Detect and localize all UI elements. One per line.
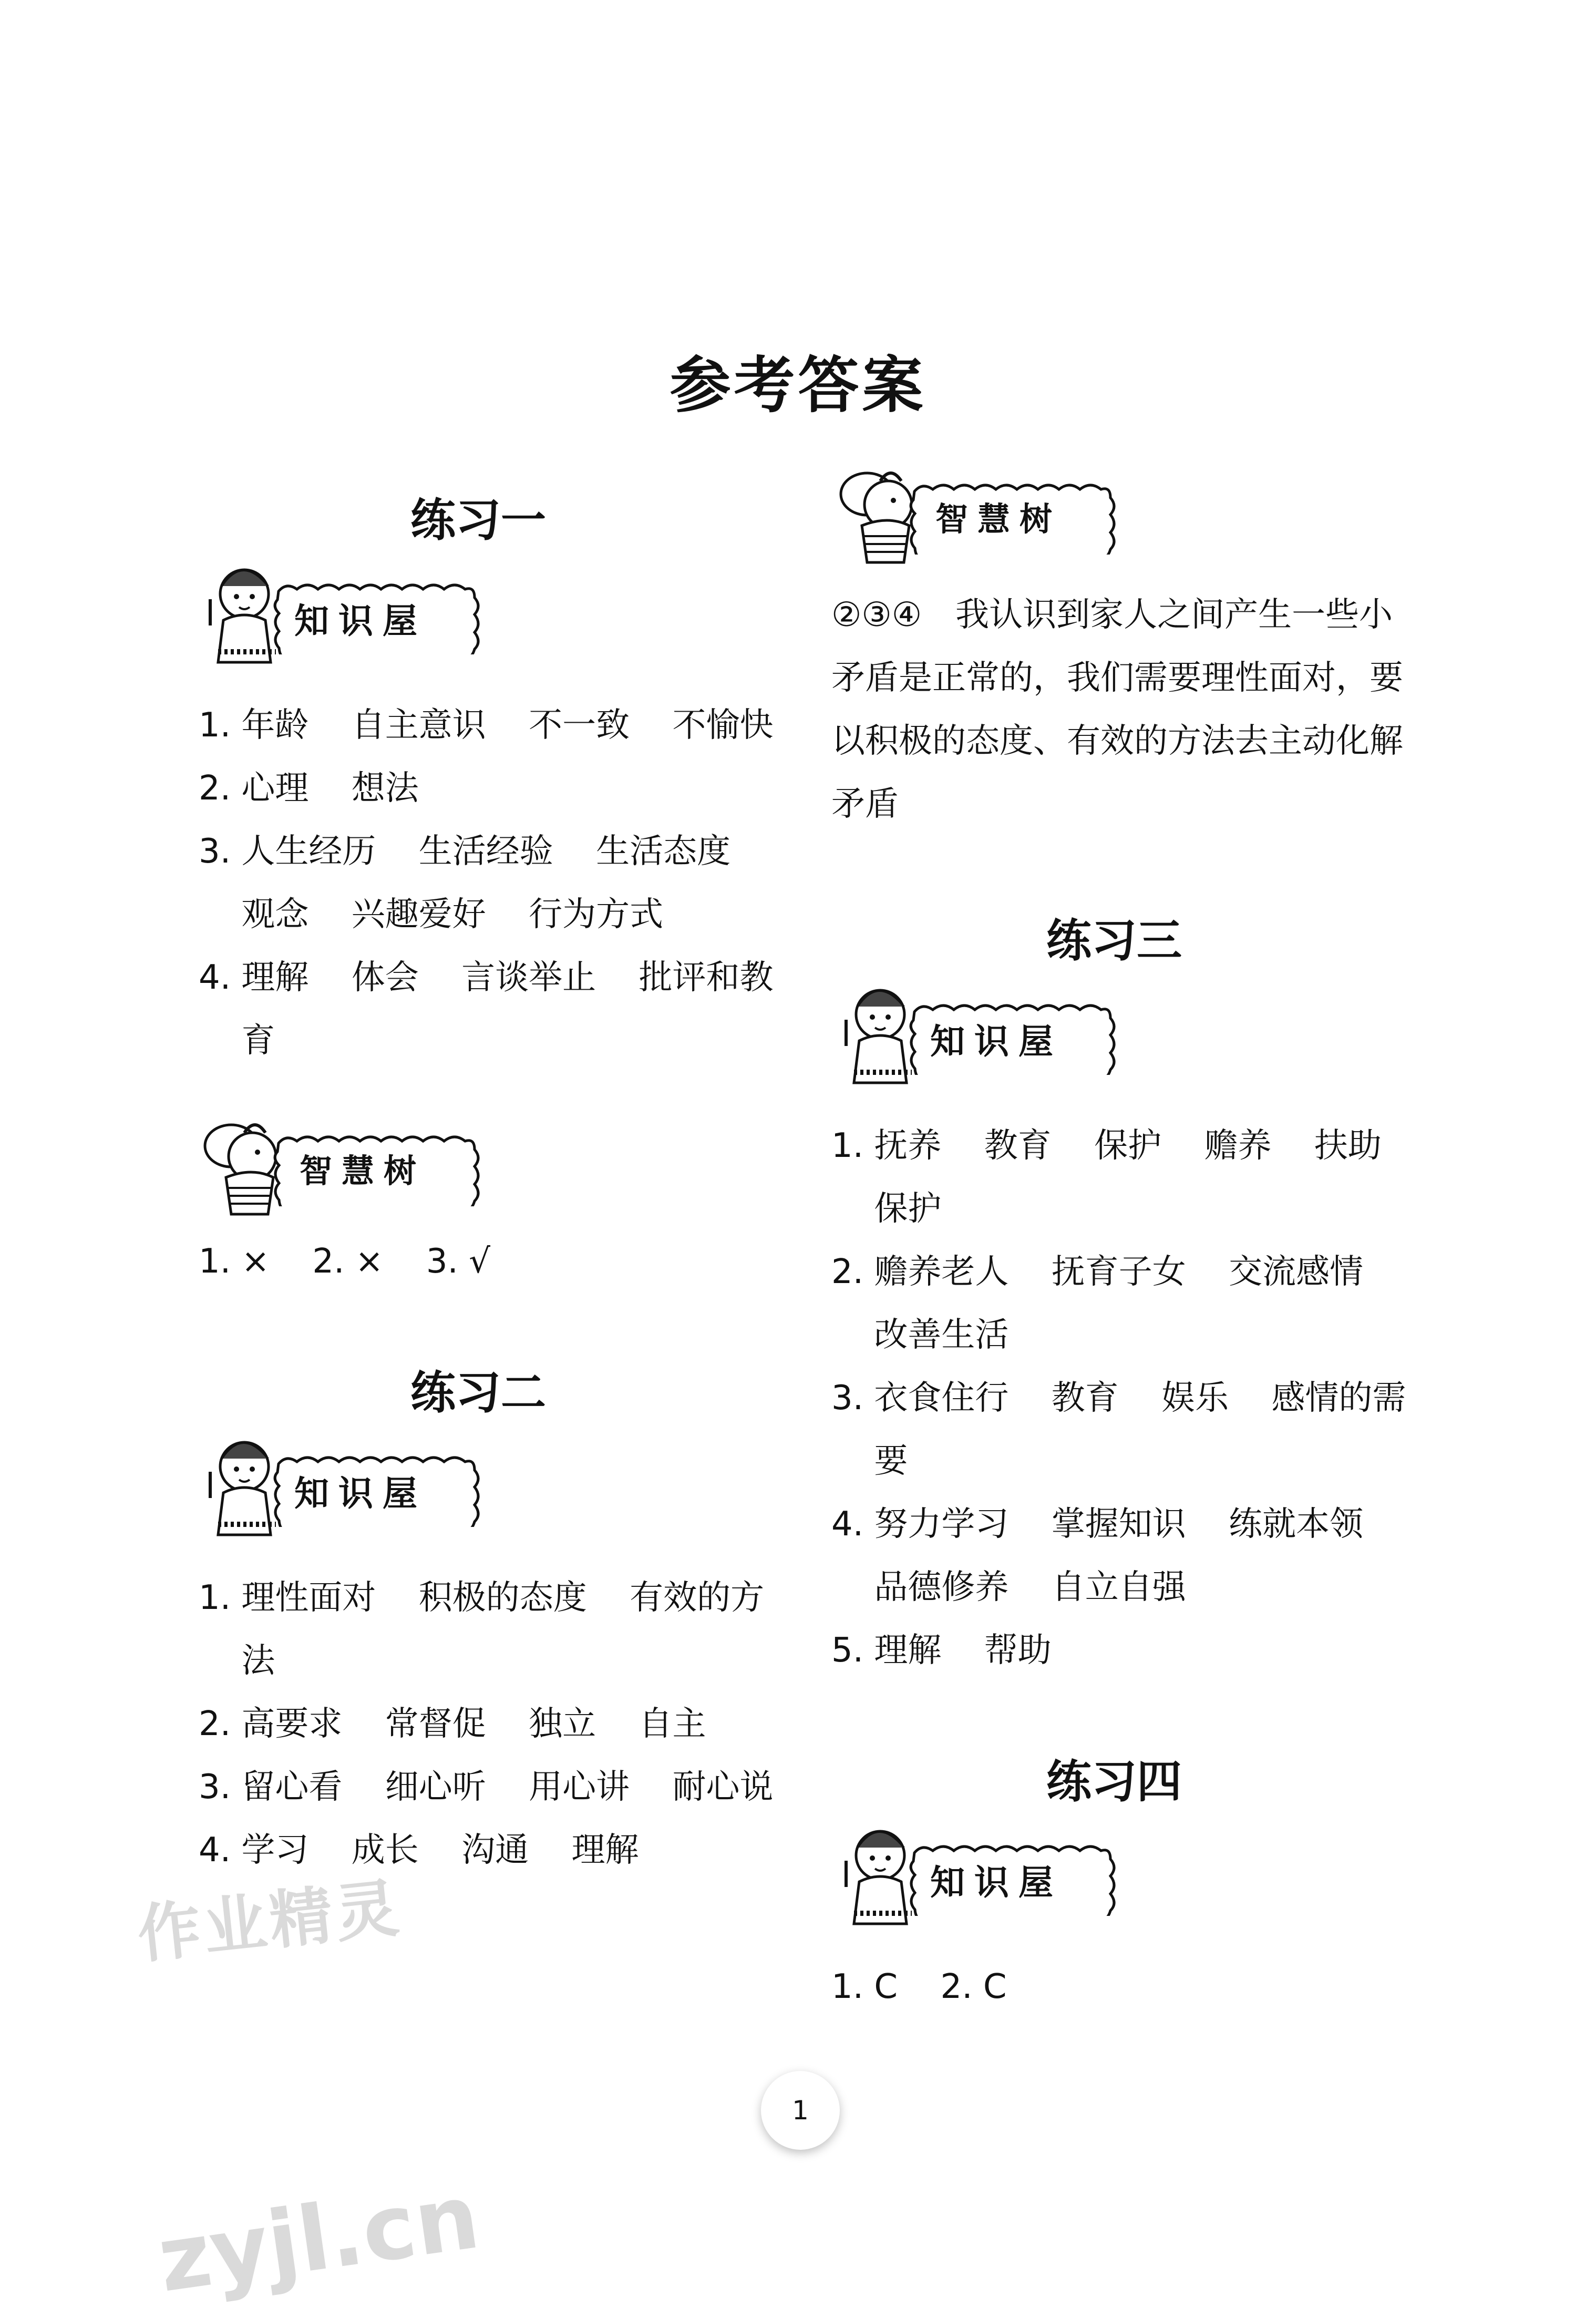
page-title: 参考答案 xyxy=(670,350,926,421)
answer-line: 育 xyxy=(199,1021,275,1060)
answer-line: 1. × 2. × 3. √ xyxy=(199,1242,490,1281)
elephant-mascot-icon xyxy=(841,473,912,562)
answer-line: 3. 留心看 细心听 用心讲 耐心说 xyxy=(199,1768,774,1807)
knowledge-badge xyxy=(194,557,489,673)
knowledge-badge-label: 知识屋 xyxy=(930,1862,1063,1903)
knowledge-badge-label: 知识屋 xyxy=(294,1473,427,1514)
answer-line: 1. 理性面对 积极的态度 有效的方 xyxy=(199,1578,765,1617)
girl-mascot-icon xyxy=(210,570,276,662)
girl-mascot-icon xyxy=(210,1442,276,1535)
girl-mascot-icon xyxy=(846,990,912,1083)
knowledge-badge xyxy=(830,978,1125,1093)
section-title-1: 练习一 xyxy=(410,494,546,547)
answer-line: 3. 衣食住行 教育 娱乐 感情的需 xyxy=(831,1379,1406,1418)
knowledge-badge-label: 知识屋 xyxy=(294,601,427,641)
answer-line: 5. 理解 帮助 xyxy=(831,1631,1052,1670)
answer-line: 1. C 2. C xyxy=(831,1967,1007,2006)
watermark-url: zyjl.cn xyxy=(152,2165,486,2313)
answer-line: 1. 抚养 教育 保护 赡养 扶助 xyxy=(831,1126,1382,1165)
answer-line: 2. 心理 想法 xyxy=(199,769,419,808)
wisdom-badge xyxy=(194,1109,489,1225)
wisdom-badge-label: 智慧树 xyxy=(935,500,1062,538)
answer-line: 3. 人生经历 生活经验 生活态度 xyxy=(199,832,731,871)
girl-mascot-icon xyxy=(846,1831,912,1924)
wisdom-answer-paragraph: ②③④ 我认识到家人之间产生一些小矛盾是正常的，我们需要理性面对，要以积极的态度、有效的方法去主动化解矛盾 xyxy=(831,596,1403,824)
answer-line: 2. 高要求 常督促 独立 自主 xyxy=(199,1705,706,1743)
section-title-3: 练习三 xyxy=(1046,915,1182,967)
wisdom-badge-label: 智慧树 xyxy=(300,1152,426,1190)
answer-line: 品德修养 自立自强 xyxy=(831,1568,1186,1607)
answer-line: 2. 赡养老人 抚育子女 交流感情 xyxy=(831,1253,1364,1291)
answer-line: 保护 xyxy=(831,1189,942,1228)
page-number: 1 xyxy=(761,2071,840,2150)
answer-line: 1. 年龄 自主意识 不一致 不愉快 xyxy=(199,706,774,745)
section-title-4: 练习四 xyxy=(1046,1756,1182,1808)
watermark-text: 作业精灵 xyxy=(134,1871,405,1972)
answer-line: 4. 学习 成长 沟通 理解 xyxy=(199,1831,639,1870)
answer-line: 要 xyxy=(831,1442,908,1481)
knowledge-badge-label: 知识屋 xyxy=(930,1021,1063,1062)
answer-line: 法 xyxy=(199,1642,275,1680)
answer-line: 4. 理解 体会 言谈举止 批评和教 xyxy=(199,958,774,997)
elephant-mascot-icon xyxy=(205,1125,276,1214)
answer-line: 改善生活 xyxy=(831,1316,1009,1355)
answer-line: 4. 努力学习 掌握知识 练就本领 xyxy=(831,1505,1364,1544)
wisdom-badge xyxy=(830,457,1125,573)
section-title-2: 练习二 xyxy=(410,1367,546,1419)
knowledge-badge xyxy=(830,1819,1125,1934)
answer-line: 观念 兴趣爱好 行为方式 xyxy=(199,895,664,934)
knowledge-badge xyxy=(194,1430,489,1545)
